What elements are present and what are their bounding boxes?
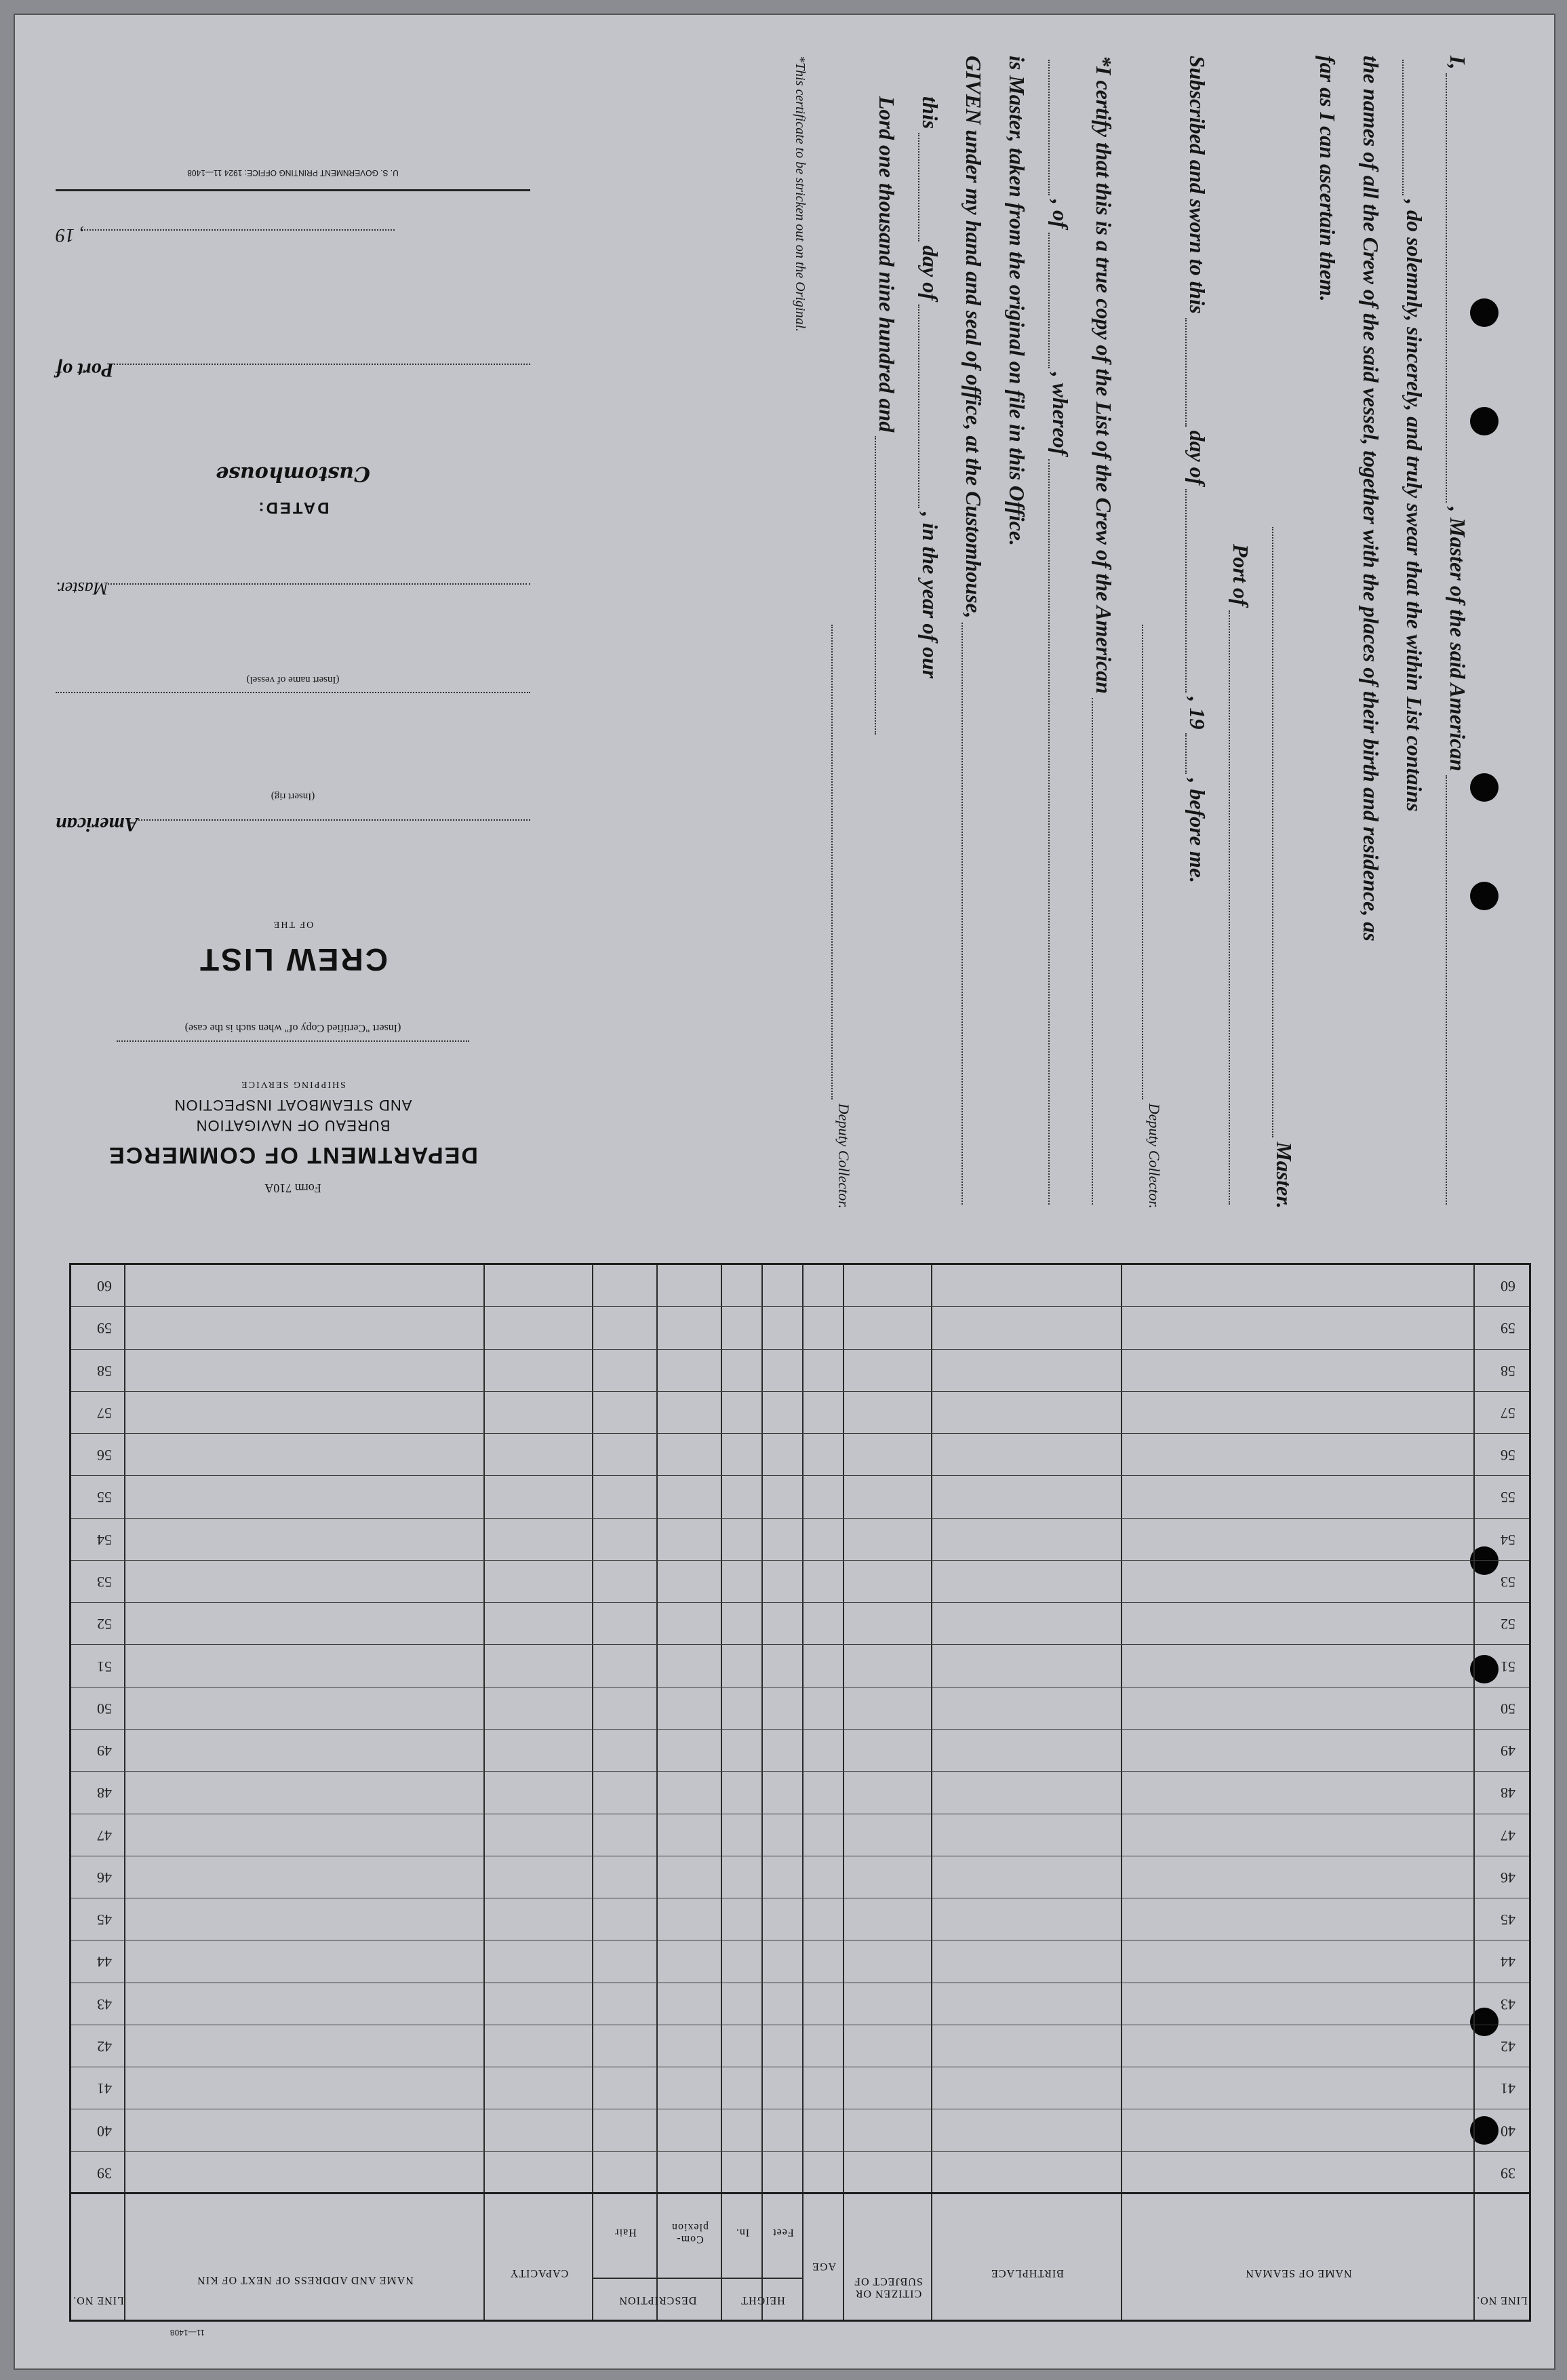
header-line-no-right: LINE NO. [73, 2295, 124, 2306]
table-row[interactable] [125, 1392, 1475, 1434]
crew-list-cover [56, 137, 530, 1195]
table-row[interactable] [125, 1730, 1475, 1772]
line-number-left: 60 [1501, 1278, 1515, 1295]
deputy-collector-label: Deputy Collector. [835, 1103, 852, 1209]
table-row[interactable] [125, 1772, 1475, 1814]
cover-rule [56, 189, 530, 191]
certified-copy-blank[interactable] [117, 1040, 469, 1042]
table-row[interactable] [125, 1434, 1475, 1476]
table-row[interactable] [125, 1645, 1475, 1687]
given-text: Lord one thousand nine hundred and [875, 96, 899, 433]
insert-rig-note: (Insert rig) [271, 791, 315, 802]
printer-imprint: U. S. GOVERNMENT PRINTING OFFICE: 1924 11—1408 [187, 168, 399, 178]
header-feet: Feet [772, 2227, 794, 2238]
month-blank[interactable] [1185, 489, 1187, 692]
header-hair: Hair [614, 2227, 637, 2238]
oath-text: the names of all the Crew of the said vessel, together with the places of their birth and residence, as [1359, 56, 1383, 941]
of-the-label: OF THE [272, 919, 314, 929]
line-number-right: 50 [97, 1700, 112, 1717]
line-number-right: 44 [97, 1953, 112, 1971]
customhouse-label: Customhouse [216, 462, 370, 486]
table-row[interactable] [125, 1265, 1475, 1307]
oath-text: far as I can ascertain them. [1315, 56, 1340, 302]
line-number-right: 51 [97, 1658, 112, 1675]
subheader-divider [593, 2278, 804, 2279]
year-label: , 19 [56, 225, 84, 246]
shipping-service: SHIPPING SERVICE [240, 1079, 346, 1089]
line-number-right: 55 [97, 1489, 112, 1506]
line-number-left: 48 [1501, 1784, 1515, 1802]
rig-blank[interactable] [138, 819, 530, 821]
line-number-right: 54 [97, 1531, 112, 1548]
table-row[interactable] [125, 1603, 1475, 1645]
certify-text: is Master, taken from the original on file in this Office. [1005, 56, 1029, 547]
given-text: GIVEN under my hand and seal of office, at the Customhouse, [961, 56, 986, 619]
oath-text: , Master of the said American [1446, 507, 1470, 772]
line-number-right: 46 [97, 1869, 112, 1886]
line-number-left: 50 [1501, 1700, 1515, 1717]
table-row[interactable] [125, 1983, 1475, 2025]
line-number-right: 39 [97, 2164, 112, 2182]
certify-of-blank[interactable] [1048, 233, 1050, 368]
cover-date-blank[interactable] [84, 229, 395, 231]
line-number-left: 47 [1501, 1827, 1515, 1844]
vessel-name-blank[interactable] [56, 692, 530, 693]
line-number-right: 53 [97, 1574, 112, 1591]
header-name-of-seaman: NAME OF SEAMAN [1245, 2267, 1352, 2279]
master-name-blank[interactable] [1446, 73, 1447, 503]
oath-text: , 19 [1185, 697, 1210, 730]
crew-table [69, 1263, 1531, 2322]
line-number-right: 41 [97, 2080, 112, 2098]
deputy-collector-label: Deputy Collector. [1146, 1103, 1163, 1209]
oath-text: , do solemnly, sincerely, and truly swear that the within List contains [1402, 199, 1427, 812]
line-number-right: 59 [97, 1320, 112, 1338]
header-birthplace: BIRTHPLACE [991, 2267, 1064, 2279]
line-number-left: 54 [1501, 1531, 1515, 1548]
header-complexion: Com- plexion [671, 2221, 709, 2245]
line-number-right: 58 [97, 1362, 112, 1380]
insert-name-note: (Insert name of vessel) [246, 674, 340, 685]
header-line-no: LINE NO. [1476, 2295, 1528, 2306]
header-citizen: CITIZEN OR SUBJECT OF [854, 2276, 923, 2299]
line-number-left: 52 [1501, 1616, 1515, 1633]
line-number-left: 53 [1501, 1574, 1515, 1591]
table-row[interactable] [125, 1561, 1475, 1603]
header-age: AGE [812, 2261, 836, 2272]
footer-code: 11—1408 [170, 2328, 205, 2337]
oath-text: day of [1185, 430, 1210, 486]
line-number-left: 44 [1501, 1953, 1515, 1971]
certify-text: , of [1048, 199, 1073, 229]
oath-text: Subscribed and sworn to this [1185, 56, 1210, 314]
table-row[interactable] [125, 2152, 1475, 2194]
certify-text: *I certify that this is a true copy of the List of the Crew of the American [1092, 56, 1116, 695]
form-number: Form 710A [264, 1182, 321, 1195]
master-label: Master. [1272, 1142, 1296, 1209]
line-number-left: 51 [1501, 1658, 1515, 1675]
cover-port-blank[interactable] [114, 364, 530, 365]
vessel-type-blank[interactable] [1446, 775, 1447, 1205]
master-oath [598, 56, 1480, 1209]
line-number-right: 43 [97, 1995, 112, 2013]
day-blank[interactable] [1185, 318, 1187, 427]
line-number-left: 59 [1501, 1320, 1515, 1338]
bureau-line-2: AND STEAMBOAT INSPECTION [174, 1097, 412, 1114]
form-page [14, 14, 1555, 2370]
line-number-right: 40 [97, 2122, 112, 2140]
port-of-label: Port of [56, 359, 114, 381]
line-number-right: 49 [97, 1742, 112, 1760]
given-text: day of [918, 246, 943, 300]
line-number-left: 46 [1501, 1869, 1515, 1886]
master-label: Master. [56, 579, 108, 598]
header-description: DESCRIPTION [618, 2295, 697, 2306]
table-row[interactable] [125, 2067, 1475, 2109]
line-number-left: 55 [1501, 1489, 1515, 1506]
table-row[interactable] [125, 2025, 1475, 2067]
table-row[interactable] [125, 1814, 1475, 1856]
certified-copy-note: (Insert "Certified Copy of" when such is the case) [184, 1022, 401, 1034]
certify-text: , whereof [1048, 372, 1073, 456]
line-number-right: 45 [97, 1911, 112, 1929]
table-row[interactable] [125, 1350, 1475, 1392]
port-blank[interactable] [1229, 610, 1230, 1205]
bureau-line-1: BUREAU OF NAVIGATION [195, 1117, 391, 1134]
dated-label: DATED: [256, 499, 330, 517]
line-number-left: 45 [1501, 1911, 1515, 1929]
header-capacity: CAPACITY [509, 2267, 569, 2279]
table-row[interactable] [125, 1476, 1475, 1518]
footnote: *This certificate to be stricken out on the Original. [793, 56, 808, 332]
line-number-left: 49 [1501, 1742, 1515, 1760]
line-number-left: 41 [1501, 2080, 1515, 2098]
line-number-right: 57 [97, 1404, 112, 1422]
line-number-right: 52 [97, 1616, 112, 1633]
given-year-blank[interactable] [875, 436, 876, 735]
given-day-blank[interactable] [918, 133, 919, 241]
port-of-label: Port of [1229, 544, 1253, 606]
master-name-blank[interactable] [108, 583, 530, 585]
vessel-name-blank[interactable] [1402, 60, 1404, 195]
given-text: this [918, 96, 943, 130]
line-number-left: 43 [1501, 1995, 1515, 2013]
table-row[interactable] [125, 1307, 1475, 1349]
line-number-right: 56 [97, 1447, 112, 1464]
table-row[interactable] [125, 1940, 1475, 1983]
certify-master-blank[interactable] [1048, 459, 1050, 1205]
header-height: HEIGHT [740, 2295, 785, 2306]
certify-name-blank[interactable] [1048, 60, 1050, 195]
deputy2-signature-blank[interactable] [831, 625, 833, 1099]
table-row[interactable] [125, 2109, 1475, 2151]
line-number-left: 39 [1501, 2164, 1515, 2182]
header-inches: In. [735, 2227, 750, 2238]
master-signature-blank[interactable] [1272, 527, 1273, 1137]
certify-vessel-blank[interactable] [1092, 698, 1093, 1205]
american-label: American [56, 813, 138, 836]
line-number-right: 48 [97, 1784, 112, 1802]
line-number-right: 47 [97, 1827, 112, 1844]
line-number-left: 57 [1501, 1404, 1515, 1422]
department-title: DEPARTMENT OF COMMERCE [108, 1142, 478, 1168]
year-blank[interactable] [1185, 733, 1187, 774]
customhouse-blank[interactable] [961, 623, 963, 1205]
line-number-right: 42 [97, 2038, 112, 2056]
header-next-of-kin: NAME AND ADDRESS OF NEXT OF KIN [197, 2274, 414, 2286]
table-row[interactable] [125, 1688, 1475, 1730]
table-row[interactable] [125, 1856, 1475, 1898]
oath-text: I, [1446, 56, 1470, 70]
table-row[interactable] [125, 1898, 1475, 1940]
table-row[interactable] [125, 1519, 1475, 1561]
given-text: , in the year of our [918, 511, 943, 679]
line-number-left: 42 [1501, 2038, 1515, 2056]
oath-text: , before me. [1185, 778, 1210, 884]
deputy-signature-blank[interactable] [1142, 625, 1143, 1099]
line-number-right: 60 [97, 1278, 112, 1295]
crew-list-title: CREW LIST [198, 942, 388, 977]
line-number-left: 56 [1501, 1447, 1515, 1464]
given-month-blank[interactable] [918, 305, 919, 508]
line-number-left: 40 [1501, 2122, 1515, 2140]
line-number-left: 58 [1501, 1362, 1515, 1380]
